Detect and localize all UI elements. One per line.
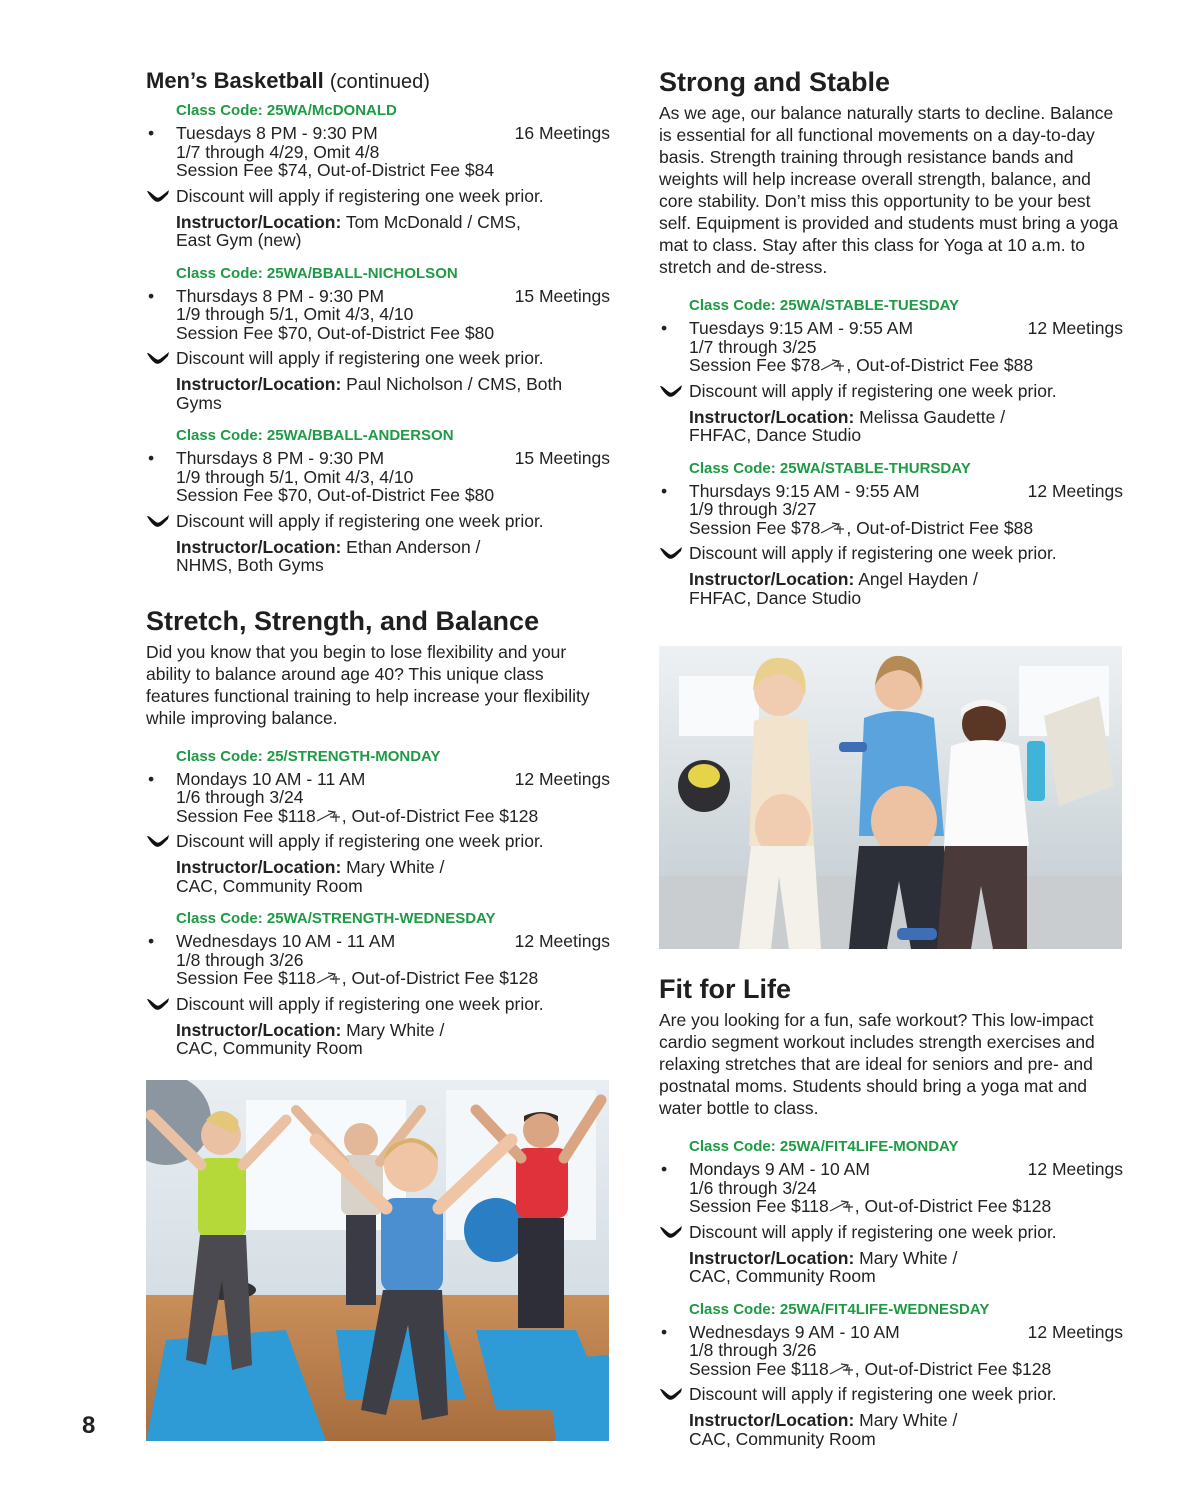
- class-fee: Session Fee $70, Out-of-District Fee $80: [176, 322, 495, 343]
- class-meetings: 12 Meetings: [1027, 1159, 1123, 1179]
- basketball-title: Men’s Basketball: [146, 68, 324, 93]
- class-meetings: 12 Meetings: [1027, 1321, 1123, 1342]
- discount-note: [146, 186, 610, 206]
- class-block: [146, 909, 610, 1058]
- class-block: [659, 1137, 1123, 1286]
- bullet-icon: •: [661, 318, 668, 338]
- bullet-icon: •: [661, 1321, 668, 1342]
- class-fee: Session Fee $74, Out-of-District Fee $84: [176, 160, 495, 180]
- bullet-icon: •: [148, 448, 155, 468]
- out-of-district-fee: , Out-of-District Fee $128: [341, 968, 539, 988]
- class-fee: [659, 1197, 1123, 1216]
- fitness-women-photo: [659, 646, 1122, 949]
- class-code: Class Code: 25WA/FIT4LIFE-WEDNESDAY: [689, 1300, 990, 1318]
- pointing-hand-icon: [659, 1224, 683, 1240]
- class-schedule-row: [146, 287, 610, 306]
- instructor-label: Instructor/Location:: [176, 374, 342, 394]
- out-of-district-fee: , Out-of-District Fee $128: [854, 1358, 1052, 1379]
- class-schedule-row: [659, 319, 1123, 338]
- bullet-icon: •: [148, 768, 155, 789]
- pointing-hand-icon: [659, 545, 683, 561]
- class-fee: [659, 519, 1123, 538]
- class-code: Class Code: 25WA/STRENGTH-WEDNESDAY: [176, 910, 496, 927]
- session-fee: Session Fee $118: [176, 968, 316, 988]
- class-schedule: Tuesdays 8 PM - 9:30 PM: [176, 123, 378, 143]
- class-meetings: 12 Meetings: [514, 768, 610, 789]
- class-schedule: Thursdays 9:15 AM - 9:55 AM: [689, 480, 920, 501]
- class-location: CAC, Community Room: [689, 1266, 876, 1286]
- class-code: Class Code: 25WA/McDONALD: [176, 102, 397, 119]
- class-meetings: 15 Meetings: [514, 285, 610, 306]
- class-fee: Session Fee $70, Out-of-District Fee $80: [176, 485, 495, 505]
- instructor-label: Instructor/Location:: [689, 569, 855, 589]
- discount-note: [659, 381, 1123, 401]
- bullet-icon: •: [661, 480, 668, 501]
- class-dates: 1/9 through 3/27: [689, 499, 817, 519]
- session-fee: Session Fee $78: [689, 355, 821, 375]
- discount-note: [146, 348, 610, 368]
- senior-discount-icon: [829, 1198, 855, 1214]
- discount-text: Discount will apply if registering one week prior.: [689, 380, 1057, 401]
- class-schedule: Wednesdays 10 AM - 11 AM: [176, 931, 396, 951]
- class-fee: [659, 356, 1123, 375]
- class-meetings: 15 Meetings: [514, 448, 610, 468]
- class-block: [659, 296, 1123, 445]
- class-block: [146, 264, 610, 413]
- section-description-stretch: Did you know that you begin to lose flexibility and your ability to balance around age 40? This unique class features functional training to help increase your flexibility while improving balance.: [146, 641, 590, 728]
- class-fee: [146, 807, 610, 826]
- out-of-district-fee: , Out-of-District Fee $88: [846, 355, 1034, 375]
- exercise-class-illustration: [146, 1080, 609, 1441]
- section-title-stable: Strong and Stable: [659, 67, 891, 97]
- class-dates: 1/9 through 5/1, Omit 4/3, 4/10: [176, 304, 414, 324]
- class-code: Class Code: 25WA/STABLE-TUESDAY: [689, 297, 960, 314]
- class-dates: 1/7 through 3/25: [689, 336, 817, 357]
- instructor-name: Mary White /: [346, 1019, 445, 1040]
- instructor-name: Tom McDonald / CMS,: [345, 211, 521, 232]
- class-meetings: 16 Meetings: [514, 123, 610, 143]
- discount-text: Discount will apply if registering one week prior.: [176, 510, 544, 531]
- discount-text: Discount will apply if registering one week prior.: [176, 185, 544, 206]
- class-code: Class Code: 25WA/BBALL-NICHOLSON: [176, 264, 458, 282]
- bullet-icon: •: [148, 123, 155, 143]
- instructor-location: [659, 1249, 1123, 1286]
- basketball-title-suffix: (continued): [329, 71, 430, 93]
- session-fee: Session Fee $118: [689, 1196, 829, 1216]
- class-schedule-row: [146, 124, 610, 143]
- class-schedule: Mondays 10 AM - 11 AM: [176, 768, 366, 789]
- section-title-fit: Fit for Life: [659, 974, 791, 1004]
- section-title-stretch: Stretch, Strength, and Balance: [146, 605, 540, 636]
- instructor-label: Instructor/Location:: [176, 536, 342, 557]
- instructor-location: [659, 570, 1123, 607]
- discount-text: Discount will apply if registering one week prior.: [176, 831, 544, 851]
- class-fee: [659, 1360, 1123, 1379]
- section-title-basketball: [146, 66, 610, 97]
- class-schedule-row: [146, 449, 610, 468]
- class-location: NHMS, Both Gyms: [176, 555, 324, 575]
- discount-text: Discount will apply if registering one week prior.: [176, 993, 544, 1014]
- class-location: East Gym (new): [176, 230, 302, 250]
- class-block: [659, 459, 1123, 608]
- pointing-hand-icon: [146, 188, 170, 204]
- instructor-location: [146, 375, 610, 412]
- class-dates: 1/8 through 3/26: [176, 949, 304, 970]
- instructor-label: Instructor/Location:: [176, 857, 342, 877]
- class-schedule: Thursdays 8 PM - 9:30 PM: [176, 448, 385, 468]
- bullet-icon: •: [661, 1159, 668, 1179]
- instructor-label: Instructor/Location:: [176, 211, 342, 232]
- instructor-name: Paul Nicholson / CMS, Both Gyms: [176, 374, 563, 413]
- bullet-icon: •: [148, 285, 155, 306]
- discount-text: Discount will apply if registering one week prior.: [689, 1221, 1057, 1242]
- instructor-location: [146, 538, 610, 575]
- class-dates: 1/6 through 3/24: [176, 787, 304, 807]
- session-fee: Session Fee $118: [689, 1358, 829, 1379]
- class-schedule: Thursdays 8 PM - 9:30 PM: [176, 285, 385, 306]
- page-number: 8: [82, 1412, 96, 1439]
- senior-discount-icon: [829, 1361, 855, 1377]
- instructor-location: [659, 1411, 1123, 1448]
- class-meetings: 12 Meetings: [1027, 318, 1123, 338]
- discount-text: Discount will apply if registering one week prior.: [176, 348, 544, 368]
- section-description-stable: As we age, our balance naturally starts to decline. Balance is essential for all functional movements on a day-to-day basis. Strength training through resistance bands and weights will help increase overall strength, balance, and core stability. Don’t miss this opportunity to be your best self. Equipment is provided and students must bring a yoga mat to class. Stay after this class for Yoga at 10 a.m. to stretch and de-stress.: [659, 103, 1119, 277]
- class-meetings: 12 Meetings: [1027, 480, 1123, 501]
- class-fee: [146, 969, 610, 988]
- class-dates: 1/9 through 5/1, Omit 4/3, 4/10: [176, 466, 414, 487]
- discount-text: Discount will apply if registering one week prior.: [689, 543, 1057, 563]
- left-column: [146, 66, 610, 1072]
- senior-discount-icon: [820, 357, 846, 373]
- session-fee: Session Fee $78: [689, 517, 821, 538]
- instructor-name: Mary White /: [859, 1410, 958, 1430]
- instructor-label: Instructor/Location:: [689, 1410, 855, 1430]
- exercise-class-photo: [146, 1080, 609, 1441]
- instructor-location: [659, 408, 1123, 445]
- class-location: FHFAC, Dance Studio: [689, 425, 862, 445]
- discount-note: [659, 1222, 1123, 1242]
- instructor-label: Instructor/Location:: [689, 406, 855, 427]
- discount-note: [659, 543, 1123, 563]
- class-dates: 1/7 through 4/29, Omit 4/8: [176, 141, 380, 162]
- class-block: [659, 1300, 1123, 1449]
- pointing-hand-icon: [146, 833, 170, 849]
- bullet-icon: •: [148, 931, 155, 951]
- instructor-name: Melissa Gaudette /: [859, 406, 1006, 427]
- session-fee: Session Fee $118: [176, 805, 316, 826]
- class-schedule: Mondays 9 AM - 10 AM: [689, 1159, 870, 1179]
- discount-note: [146, 511, 610, 531]
- discount-note: [146, 831, 610, 851]
- class-dates: 1/6 through 3/24: [689, 1177, 817, 1198]
- pointing-hand-icon: [659, 1386, 683, 1402]
- class-code: Class Code: 25/STRENGTH-MONDAY: [176, 747, 441, 765]
- class-block: [146, 747, 610, 896]
- class-location: CAC, Community Room: [689, 1428, 876, 1449]
- class-schedule: Wednesdays 9 AM - 10 AM: [689, 1321, 900, 1342]
- class-schedule-row: [659, 482, 1123, 501]
- discount-note: [146, 994, 610, 1014]
- discount-note: [659, 1384, 1123, 1404]
- senior-discount-icon: [820, 520, 846, 536]
- section-description-fit: Are you looking for a fun, safe workout? This low-impact cardio segment workout includes strength exercises and relaxing stretches that are ideal for seniors and pre- and postnatal moms. Students should bring a yoga mat and water bottle to class.: [659, 1010, 1095, 1118]
- instructor-name: Mary White /: [859, 1247, 958, 1268]
- class-block: [146, 101, 610, 250]
- senior-discount-icon: [316, 970, 342, 986]
- pointing-hand-icon: [659, 383, 683, 399]
- pointing-hand-icon: [146, 350, 170, 366]
- out-of-district-fee: , Out-of-District Fee $128: [341, 805, 539, 826]
- class-block: [146, 426, 610, 575]
- class-code: Class Code: 25WA/FIT4LIFE-MONDAY: [689, 1138, 959, 1155]
- class-schedule-row: [659, 1323, 1123, 1342]
- class-location: CAC, Community Room: [176, 875, 363, 896]
- instructor-location: [146, 213, 610, 250]
- senior-discount-icon: [316, 808, 342, 824]
- class-schedule-row: [146, 932, 610, 951]
- instructor-location: [146, 1021, 610, 1058]
- instructor-name: Mary White /: [346, 857, 445, 877]
- instructor-label: Instructor/Location:: [689, 1247, 855, 1268]
- instructor-name: Ethan Anderson /: [346, 536, 481, 557]
- pointing-hand-icon: [146, 996, 170, 1012]
- class-location: CAC, Community Room: [176, 1038, 363, 1058]
- pointing-hand-icon: [146, 513, 170, 529]
- class-code: Class Code: 25WA/STABLE-THURSDAY: [689, 459, 971, 477]
- class-location: FHFAC, Dance Studio: [689, 587, 862, 608]
- instructor-location: [146, 858, 610, 895]
- class-schedule-row: [146, 770, 610, 789]
- class-schedule-row: [659, 1160, 1123, 1179]
- class-dates: 1/8 through 3/26: [689, 1340, 817, 1360]
- discount-text: Discount will apply if registering one week prior.: [689, 1384, 1057, 1404]
- fitness-women-illustration: [659, 646, 1122, 949]
- class-meetings: 12 Meetings: [514, 931, 610, 951]
- instructor-label: Instructor/Location:: [176, 1019, 342, 1040]
- out-of-district-fee: , Out-of-District Fee $128: [854, 1196, 1052, 1216]
- class-schedule: Tuesdays 9:15 AM - 9:55 AM: [689, 318, 914, 338]
- instructor-name: Angel Hayden /: [858, 569, 978, 589]
- class-code: Class Code: 25WA/BBALL-ANDERSON: [176, 427, 454, 444]
- out-of-district-fee: , Out-of-District Fee $88: [846, 517, 1034, 538]
